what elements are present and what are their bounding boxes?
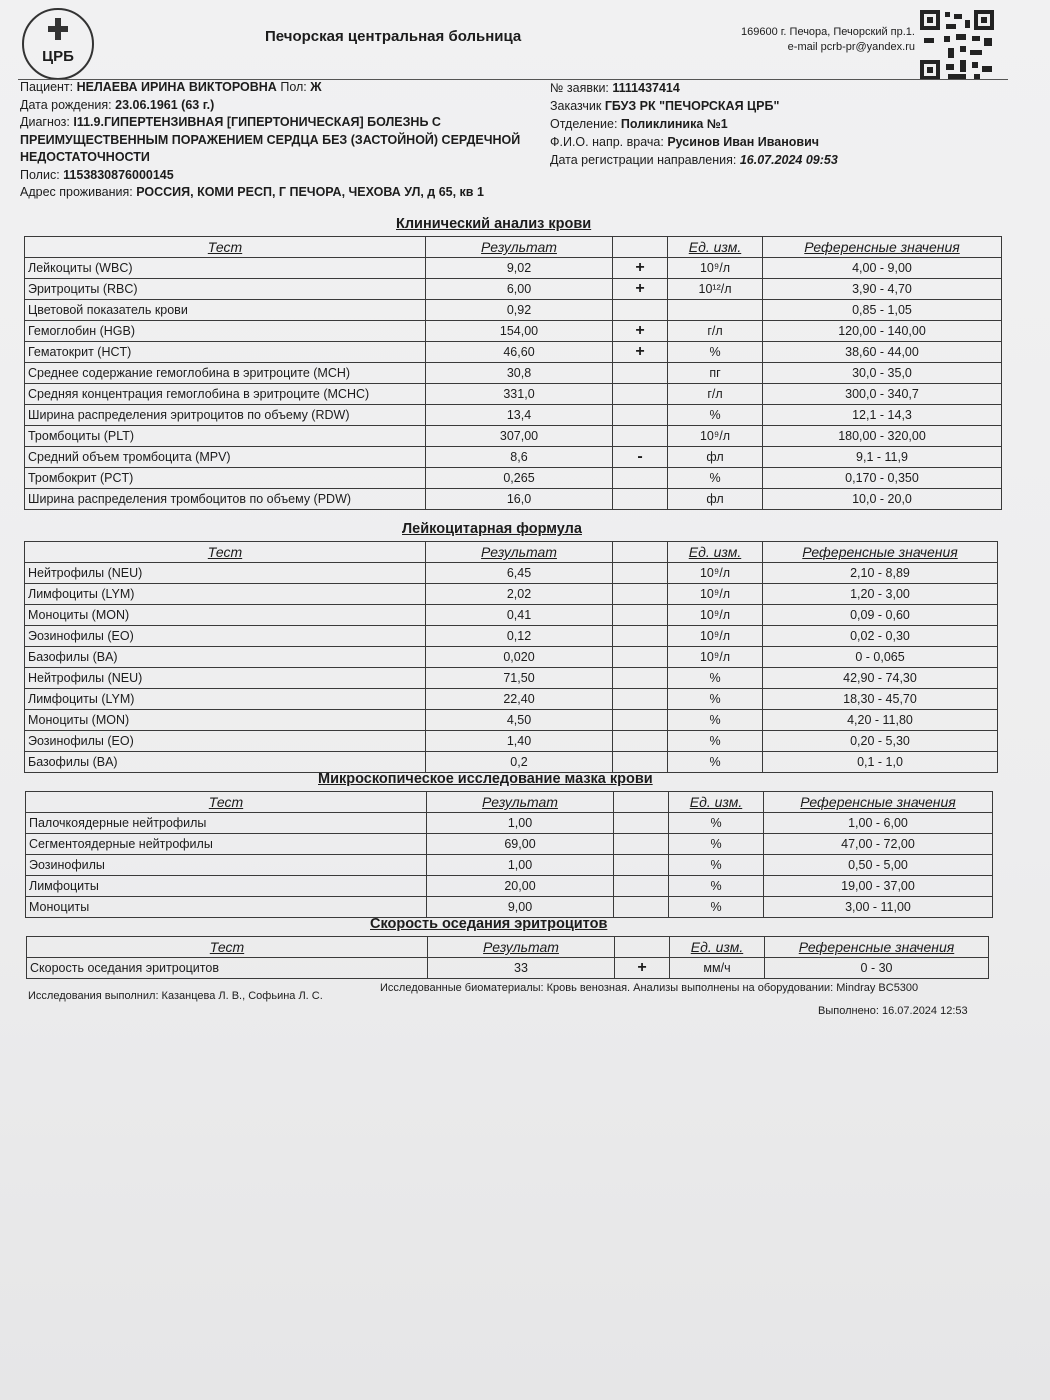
reference-range: 0 - 30 (765, 958, 989, 979)
table-row (26, 855, 993, 876)
reference-range: 0,1 - 1,0 (763, 752, 998, 773)
unit: 10⁹/л (668, 563, 763, 584)
result-value: 33 (428, 958, 615, 979)
table-row (25, 405, 1002, 426)
reference-range: 2,10 - 8,89 (763, 563, 998, 584)
email-line: e-mail pcrb-pr@yandex.ru (787, 41, 915, 53)
unit: % (669, 834, 764, 855)
test-name: Ширина распределения тромбоцитов по объему (PDW) (25, 489, 426, 510)
reference-range: 3,90 - 4,70 (763, 279, 1002, 300)
reference-range: 1,20 - 3,00 (763, 584, 998, 605)
patient-name: НЕЛАЕВА ИРИНА ВИКТОРОВНА (76, 80, 277, 94)
unit: фл (668, 489, 763, 510)
test-name: Эритроциты (RBC) (25, 279, 426, 300)
doctor-row: Ф.И.О. напр. врача: Русинов Иван Иванович (550, 135, 820, 149)
completed-at: Выполнено: 16.07.2024 12:53 (818, 1005, 968, 1017)
test-name: Моноциты (MON) (25, 605, 426, 626)
department: Поликлиника №1 (620, 117, 728, 131)
col-unit-header: Ед. изм. (668, 237, 763, 258)
diagnosis-row: Диагноз: I11.9.ГИПЕРТЕНЗИВНАЯ [ГИПЕРТОНИЧЕСКАЯ] БОЛЕЗНЬ С ПРЕИМУЩЕСТВЕННЫМ ПОРАЖЕНИЕМ СЕРДЦА БЕЗ (ЗАСТОЙНОЙ) СЕРДЕЧНОЙ НЕДОСТАТОЧНОСТИ (20, 115, 521, 164)
abnormal-flag: - (613, 447, 668, 468)
unit: % (668, 752, 763, 773)
table-row (25, 731, 998, 752)
unit: 10⁹/л (668, 258, 763, 279)
col-unit-header: Ед. изм. (668, 542, 763, 563)
result-value: 46,60 (426, 342, 613, 363)
result-value: 1,00 (427, 855, 614, 876)
test-name: Эозинофилы (26, 855, 427, 876)
reference-range: 180,00 - 320,00 (763, 426, 1002, 447)
unit (668, 300, 763, 321)
table-row (25, 363, 1002, 384)
order-info (550, 79, 990, 169)
abnormal-flag: + (613, 321, 668, 342)
result-value: 30,8 (426, 363, 613, 384)
reference-range: 9,1 - 11,9 (763, 447, 1002, 468)
result-value: 6,00 (426, 279, 613, 300)
test-name: Гемоглобин (HGB) (25, 321, 426, 342)
result-value: 22,40 (426, 689, 613, 710)
table-row (25, 258, 1002, 279)
smear-table (25, 791, 993, 918)
col-unit-header: Ед. изм. (670, 937, 765, 958)
col-ref-header: Референсные значения (763, 542, 998, 563)
address-row: Адрес проживания: РОССИЯ, КОМИ РЕСП, Г ПЕЧОРА, ЧЕХОВА УЛ, д 65, кв 1 (20, 185, 484, 199)
header-row (25, 237, 1002, 258)
unit: г/л (668, 384, 763, 405)
reference-range: 0,09 - 0,60 (763, 605, 998, 626)
test-name: Моноциты (26, 897, 427, 918)
table-row (27, 958, 989, 979)
test-name: Средний объем тромбоцита (MPV) (25, 447, 426, 468)
col-result-header: Результат (428, 937, 615, 958)
order-number: 1111437414 (612, 81, 680, 95)
unit: % (668, 405, 763, 426)
unit: фл (668, 447, 763, 468)
table-row (25, 647, 998, 668)
reference-range: 30,0 - 35,0 (763, 363, 1002, 384)
abnormal-flag: + (613, 342, 668, 363)
abnormal-flag: + (615, 958, 670, 979)
table-row (25, 321, 1002, 342)
test-name: Палочкоядерные нейтрофилы (26, 813, 427, 834)
table-row (25, 279, 1002, 300)
abnormal-flag: + (613, 279, 668, 300)
table-row (25, 689, 998, 710)
abnormal-flag (613, 363, 668, 384)
customer: ГБУЗ РК "ПЕЧОРСКАЯ ЦРБ" (604, 99, 780, 113)
test-name: Тромбокрит (PCT) (25, 468, 426, 489)
abnormal-flag (614, 876, 669, 897)
header-row (26, 792, 993, 813)
test-name: Эозинофилы (EO) (25, 626, 426, 647)
unit: 10⁹/л (668, 626, 763, 647)
reference-range: 42,90 - 74,30 (763, 668, 998, 689)
policy-row: Полис: 1153830876000145 (20, 167, 174, 182)
patient-info (20, 79, 550, 202)
unit: % (668, 731, 763, 752)
abnormal-flag (613, 626, 668, 647)
test-name: Скорость оседания эритроцитов (27, 958, 428, 979)
unit: % (669, 876, 764, 897)
test-name: Средняя концентрация гемоглобина в эритроците (MCHC) (25, 384, 426, 405)
result-value: 1,40 (426, 731, 613, 752)
table-row (25, 752, 998, 773)
abnormal-flag (614, 813, 669, 834)
result-value: 69,00 (427, 834, 614, 855)
reference-range: 4,00 - 9,00 (763, 258, 1002, 279)
col-test-header: Тест (25, 237, 426, 258)
abnormal-flag (613, 405, 668, 426)
patient-name-row: Пациент: НЕЛАЕВА ИРИНА ВИКТОРОВНА Пол: Ж (20, 80, 322, 94)
header-row (27, 937, 989, 958)
reference-range: 12,1 - 14,3 (763, 405, 1002, 426)
result-value: 6,45 (426, 563, 613, 584)
reference-range: 1,00 - 6,00 (764, 813, 993, 834)
reference-range: 19,00 - 37,00 (764, 876, 993, 897)
abnormal-flag (613, 584, 668, 605)
table-row (25, 447, 1002, 468)
reference-range: 38,60 - 44,00 (763, 342, 1002, 363)
col-result-header: Результат (426, 542, 613, 563)
abnormal-flag (613, 426, 668, 447)
hospital-logo (22, 8, 94, 80)
reference-range: 10,0 - 20,0 (763, 489, 1002, 510)
col-unit-header: Ед. изм. (669, 792, 764, 813)
reference-range: 47,00 - 72,00 (764, 834, 993, 855)
test-name: Нейтрофилы (NEU) (25, 668, 426, 689)
result-value: 8,6 (426, 447, 613, 468)
abnormal-flag (613, 468, 668, 489)
result-value: 1,00 (427, 813, 614, 834)
test-name: Нейтрофилы (NEU) (25, 563, 426, 584)
table-row (26, 876, 993, 897)
reference-range: 0,02 - 0,30 (763, 626, 998, 647)
unit: г/л (668, 321, 763, 342)
col-result-header: Результат (426, 237, 613, 258)
abnormal-flag (613, 731, 668, 752)
abnormal-flag (613, 689, 668, 710)
reference-range: 0,170 - 0,350 (763, 468, 1002, 489)
abnormal-flag (613, 300, 668, 321)
result-value: 20,00 (427, 876, 614, 897)
hospital-address (741, 25, 915, 55)
result-value: 307,00 (426, 426, 613, 447)
table-row (25, 468, 1002, 489)
unit: 10⁹/л (668, 426, 763, 447)
section-title-smear: Микроскопическое исследование мазка крови (318, 771, 653, 787)
result-value: 331,0 (426, 384, 613, 405)
table-row (25, 384, 1002, 405)
reference-range: 0,85 - 1,05 (763, 300, 1002, 321)
unit: % (668, 342, 763, 363)
doctor: Русинов Иван Иванович (667, 135, 820, 149)
result-value: 9,00 (427, 897, 614, 918)
unit: % (669, 897, 764, 918)
unit: пг (668, 363, 763, 384)
result-value: 154,00 (426, 321, 613, 342)
result-value: 0,12 (426, 626, 613, 647)
dob-row: Дата рождения: 23.06.1961 (63 г.) (20, 97, 215, 112)
reference-range: 18,30 - 45,70 (763, 689, 998, 710)
address-line-1: 169600 г. Печора, Печорский пр.1. (741, 26, 915, 38)
abnormal-flag (614, 855, 669, 876)
test-name: Гематокрит (HCT) (25, 342, 426, 363)
policy: 1153830876000145 (63, 167, 174, 182)
test-name: Лимфоциты (LYM) (25, 584, 426, 605)
col-ref-header: Референсные значения (763, 237, 1002, 258)
table-row (25, 489, 1002, 510)
test-name: Сегментоядерные нейтрофилы (26, 834, 427, 855)
table-row (26, 834, 993, 855)
cbc-table (24, 236, 1002, 510)
result-value: 4,50 (426, 710, 613, 731)
result-value: 16,0 (426, 489, 613, 510)
header-row (25, 542, 998, 563)
biomaterial-note: Исследованные биоматериалы: Кровь венозная. Анализы выполнены на оборудовании: Mindray BC5300 (380, 982, 919, 994)
patient-address: РОССИЯ, КОМИ РЕСП, Г ПЕЧОРА, ЧЕХОВА УЛ, д 65, кв 1 (136, 185, 484, 199)
abnormal-flag (613, 710, 668, 731)
test-name: Тромбоциты (PLT) (25, 426, 426, 447)
reference-range: 3,00 - 11,00 (764, 897, 993, 918)
abnormal-flag (614, 834, 669, 855)
test-name: Лимфоциты (LYM) (25, 689, 426, 710)
unit: % (668, 668, 763, 689)
abnormal-flag: + (613, 258, 668, 279)
col-flag-header (613, 542, 668, 563)
table-row (25, 710, 998, 731)
reference-range: 0,20 - 5,30 (763, 731, 998, 752)
table-row (25, 300, 1002, 321)
unit: % (669, 813, 764, 834)
section-title-esr: Скорость оседания эритроцитов (370, 916, 608, 932)
hospital-name: Печорская центральная больница (265, 28, 522, 45)
unit: % (668, 689, 763, 710)
result-value: 0,41 (426, 605, 613, 626)
unit: мм/ч (670, 958, 765, 979)
table-row (26, 897, 993, 918)
result-value: 13,4 (426, 405, 613, 426)
performed-by: Исследования выполнил: Казанцева Л. В., Софьина Л. С. (28, 990, 323, 1002)
test-name: Среднее содержание гемоглобина в эритроците (MCH) (25, 363, 426, 384)
test-name: Базофилы (BA) (25, 752, 426, 773)
section-title-leukocyte-formula: Лейкоцитарная формула (402, 521, 582, 537)
leukocyte-formula-table (24, 541, 998, 773)
unit: 10⁹/л (668, 605, 763, 626)
col-flag-header (615, 937, 670, 958)
col-ref-header: Референсные значения (765, 937, 989, 958)
col-result-header: Результат (427, 792, 614, 813)
table-row (25, 426, 1002, 447)
test-name: Базофилы (BA) (25, 647, 426, 668)
result-value: 2,02 (426, 584, 613, 605)
dob: 23.06.1961 (63 г.) (115, 97, 215, 112)
abnormal-flag (614, 897, 669, 918)
abnormal-flag (613, 752, 668, 773)
col-test-header: Тест (26, 792, 427, 813)
logo-text: ЦРБ (42, 48, 74, 65)
table-row (25, 563, 998, 584)
cross-icon (48, 18, 68, 40)
abnormal-flag (613, 563, 668, 584)
result-value: 71,50 (426, 668, 613, 689)
diagnosis: I11.9.ГИПЕРТЕНЗИВНАЯ [ГИПЕРТОНИЧЕСКАЯ] БОЛЕЗНЬ С ПРЕИМУЩЕСТВЕННЫМ ПОРАЖЕНИЕМ СЕРДЦА БЕЗ (ЗАСТОЙНОЙ) СЕРДЕЧНОЙ НЕДОСТАТОЧНОСТИ (20, 115, 521, 164)
table-row (26, 813, 993, 834)
abnormal-flag (613, 489, 668, 510)
table-row (25, 668, 998, 689)
result-value: 9,02 (426, 258, 613, 279)
department-row: Отделение: Поликлиника №1 (550, 117, 728, 131)
registration-date: 16.07.2024 09:53 (739, 153, 838, 167)
unit: 10⁹/л (668, 647, 763, 668)
reference-range: 4,20 - 11,80 (763, 710, 998, 731)
unit: % (668, 468, 763, 489)
unit: % (668, 710, 763, 731)
registration-row: Дата регистрации направления: 16.07.2024 09:53 (550, 153, 838, 167)
reference-range: 120,00 - 140,00 (763, 321, 1002, 342)
col-test-header: Тест (25, 542, 426, 563)
esr-table (26, 936, 989, 979)
patient-sex: Ж (310, 80, 322, 94)
customer-row: Заказчик ГБУЗ РК "ПЕЧОРСКАЯ ЦРБ" (550, 99, 780, 113)
qr-code-icon (920, 10, 994, 80)
unit: % (669, 855, 764, 876)
reference-range: 0,50 - 5,00 (764, 855, 993, 876)
test-name: Моноциты (MON) (25, 710, 426, 731)
result-value: 0,92 (426, 300, 613, 321)
abnormal-flag (613, 384, 668, 405)
test-name: Эозинофилы (EO) (25, 731, 426, 752)
abnormal-flag (613, 605, 668, 626)
reference-range: 0 - 0,065 (763, 647, 998, 668)
order-number-row: № заявки: 1111437414 (550, 81, 680, 95)
col-flag-header (614, 792, 669, 813)
unit: 10⁹/л (668, 584, 763, 605)
unit: 10¹²/л (668, 279, 763, 300)
result-value: 0,265 (426, 468, 613, 489)
table-row (25, 584, 998, 605)
table-row (25, 626, 998, 647)
col-ref-header: Референсные значения (764, 792, 993, 813)
section-title-cbc: Клинический анализ крови (396, 216, 592, 232)
test-name: Лимфоциты (26, 876, 427, 897)
abnormal-flag (613, 647, 668, 668)
col-flag-header (613, 237, 668, 258)
test-name: Цветовой показатель крови (25, 300, 426, 321)
result-value: 0,2 (426, 752, 613, 773)
test-name: Ширина распределения эритроцитов по объему (RDW) (25, 405, 426, 426)
result-value: 0,020 (426, 647, 613, 668)
reference-range: 300,0 - 340,7 (763, 384, 1002, 405)
table-row (25, 342, 1002, 363)
table-row (25, 605, 998, 626)
test-name: Лейкоциты (WBC) (25, 258, 426, 279)
col-test-header: Тест (27, 937, 428, 958)
abnormal-flag (613, 668, 668, 689)
